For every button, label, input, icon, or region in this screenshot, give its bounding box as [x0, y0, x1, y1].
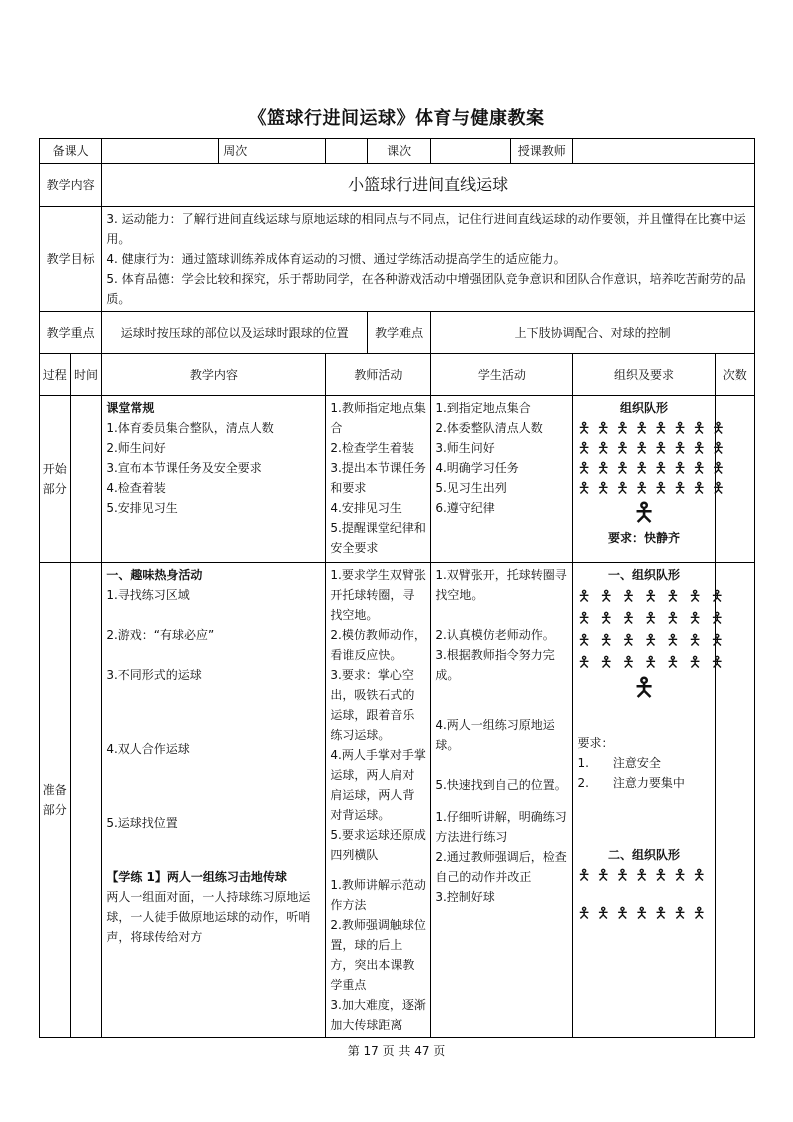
list-item: 2.认真模仿老师动作。	[435, 628, 555, 642]
list-item: 3.要求：掌心空出，吸铁石式的运球，跟着音乐练习运球。	[330, 668, 415, 742]
list-item: 4.安排见习生	[330, 501, 402, 515]
teacher-figure: 🯅	[632, 673, 656, 703]
teacher-value	[573, 139, 755, 164]
list-item: 3.控制好球	[435, 890, 495, 904]
list-item: 2.体委整队清点人数	[435, 421, 543, 435]
list-item: 3.根据教师指令努力完成。	[435, 648, 555, 682]
col-student: 学生活动	[431, 354, 573, 396]
start-stage: 开始部分	[40, 396, 71, 563]
list-item: 1.寻找练习区域	[106, 588, 190, 602]
list-item: 3.宣布本节课任务及安全要求	[106, 461, 262, 475]
lesson-value	[431, 139, 511, 164]
goal-item: 3. 运动能力：了解行进间直线运球与原地运球的相同点与不同点，记住行进间直线运球的动作要领，并且懂得在比赛中运用。	[106, 212, 746, 246]
list-item: 2.检查学生着装	[330, 441, 414, 455]
key-value: 运球时按压球的部位以及运球时跟球的位置	[102, 312, 368, 354]
org-title: 组织队形	[620, 401, 669, 415]
org-requirement: 要求：快静齐	[608, 531, 681, 545]
prep-content	[102, 563, 326, 1038]
list-item: 2.师生问好	[106, 441, 166, 455]
student-figure-row: 🯅🯅🯅🯅🯅🯅🯅🯅	[577, 459, 732, 477]
col-count: 次数	[715, 354, 754, 396]
list-item: 1.教师讲解示范动作方法	[330, 878, 426, 912]
preparer-label: 备课人	[40, 139, 102, 164]
drill-title: 【学练 1】两人一组练习击地传球	[106, 870, 287, 884]
list-item: 5.要求运球还原成四列横队	[330, 828, 426, 862]
student-figure-row: 🯅🯅🯅🯅🯅🯅🯅	[577, 587, 733, 605]
student-figure-row: 🯅🯅🯅🯅🯅🯅🯅	[577, 631, 733, 649]
org-title: 二、组织队形	[608, 848, 681, 862]
page-footer: 第 17 页 共 47 页	[347, 1044, 446, 1058]
list-item: 5.运球找位置	[106, 816, 178, 830]
student-figure-row: 🯅🯅🯅🯅🯅🯅🯅	[577, 609, 733, 627]
start-content-title: 课堂常规	[106, 401, 155, 415]
start-content	[102, 396, 326, 563]
col-stage: 过程	[40, 354, 71, 396]
col-time: 时间	[70, 354, 102, 396]
org-req-label: 要求：	[577, 736, 614, 750]
org-title: 一、组织队形	[608, 568, 681, 582]
week-value	[326, 139, 368, 164]
list-item: 1.仔细听讲解，明确练习方法进行练习	[435, 810, 567, 844]
goal-item: 4. 健康行为：通过篮球训练养成体育运动的习惯、通过学练活动提高学生的适应能力。	[106, 252, 566, 266]
difficulty-value: 上下肢协调配合、对球的控制	[431, 312, 755, 354]
start-student	[431, 396, 573, 563]
list-item: 5.见习生出列	[435, 481, 507, 495]
week-label: 周次	[219, 139, 326, 164]
prep-student	[431, 563, 573, 1038]
list-item: 2.模仿教师动作，看谁反应快。	[330, 628, 426, 662]
preparer-value	[102, 139, 219, 164]
list-item: 1.要求学生双臂张开托球转圈，寻找空地。	[330, 568, 426, 622]
content-row	[40, 164, 755, 207]
student-figure-row: 🯅🯅🯅🯅🯅🯅🯅🯅	[577, 419, 732, 437]
prep-teacher	[326, 563, 431, 1038]
col-content: 教学内容	[102, 354, 326, 396]
list-item: 6.遵守纪律	[435, 501, 495, 515]
list-item: 1.双臂张开，托球转圈寻找空地。	[435, 568, 567, 602]
prep-organization	[573, 563, 733, 1038]
list-item: 5.安排见习生	[106, 501, 178, 515]
goal-item: 5. 体育品德：学会比较和探究，乐于帮助同学，在各种游戏活动中增强团队竞争意识和团队合作意识，培养吃苦耐劳的品质。	[106, 272, 746, 306]
list-item: 3.师生问好	[435, 441, 495, 455]
prep-stage: 准备部分	[40, 563, 71, 1038]
start-organization	[573, 396, 732, 563]
teacher-label: 授课教师	[511, 139, 573, 164]
col-organization: 组织及要求	[573, 354, 715, 396]
lesson-label: 课次	[367, 139, 430, 164]
content-value: 小篮球行进间直线运球	[102, 164, 755, 207]
list-item: 5.提醒课堂纪律和安全要求	[330, 521, 426, 555]
list-item: 4.两人手掌对手掌运球，两人肩对肩运球，两人背对背运球。	[330, 748, 426, 822]
list-item: 4.明确学习任务	[435, 461, 519, 475]
list-item: 4.双人合作运球	[106, 742, 190, 756]
list-item: 3.不同形式的运球	[106, 668, 202, 682]
student-figure-row: 🯅🯅🯅🯅🯅🯅🯅🯅	[577, 439, 732, 457]
list-item: 1. 注意安全	[577, 756, 661, 770]
goals-list	[102, 207, 755, 312]
content-label: 教学内容	[40, 164, 102, 207]
list-item: 1.体育委员集合整队，清点人数	[106, 421, 274, 435]
difficulty-label: 教学难点	[367, 312, 430, 354]
prep-content-title: 一、趣味热身活动	[106, 568, 203, 582]
student-figure-row: 🯅🯅🯅🯅🯅🯅🯅	[577, 866, 712, 884]
list-item: 2.游戏：“有球必应”	[106, 628, 215, 642]
list-item: 3.加大难度，逐渐加大传球距离	[330, 998, 426, 1032]
student-figure-row: 🯅🯅🯅🯅🯅🯅🯅	[577, 653, 733, 671]
page-title: 《篮球行进间运球》体育与健康教案	[248, 108, 545, 129]
list-item: 5.快速找到自己的位置。	[435, 778, 567, 792]
list-item: 1.教师指定地点集合	[330, 401, 426, 435]
list-item: 2.教师强调触球位置，球的后上方，突出本课教学重点	[330, 918, 426, 992]
list-item: 3.提出本节课任务和要求	[330, 461, 426, 495]
col-teacher: 教师活动	[326, 354, 431, 396]
list-item: 2. 注意力要集中	[577, 776, 685, 790]
goals-label: 教学目标	[40, 207, 102, 312]
key-label: 教学重点	[40, 312, 102, 354]
start-section-row	[40, 396, 755, 563]
column-header-row	[40, 354, 755, 396]
teacher-figure: 🯅	[632, 498, 656, 528]
list-item: 2.通过教师强调后，检查自己的动作并改正	[435, 850, 567, 884]
start-teacher	[326, 396, 431, 563]
drill-text: 两人一组面对面，一人持球练习原地运球，一人徒手做原地运球的动作，听哨声，将球传给对方	[106, 890, 311, 944]
student-figure-row: 🯅🯅🯅🯅🯅🯅🯅🯅	[577, 479, 732, 497]
lesson-plan-table	[39, 138, 755, 1038]
list-item: 4.检查着装	[106, 481, 166, 495]
list-item: 4.两人一组练习原地运球。	[435, 718, 555, 752]
goals-row	[40, 207, 755, 312]
header-row	[40, 139, 755, 164]
key-row	[40, 312, 755, 354]
prep-section-row	[40, 563, 755, 1038]
student-figure-row: 🯅🯅🯅🯅🯅🯅🯅	[577, 904, 712, 922]
list-item: 1.到指定地点集合	[435, 401, 531, 415]
